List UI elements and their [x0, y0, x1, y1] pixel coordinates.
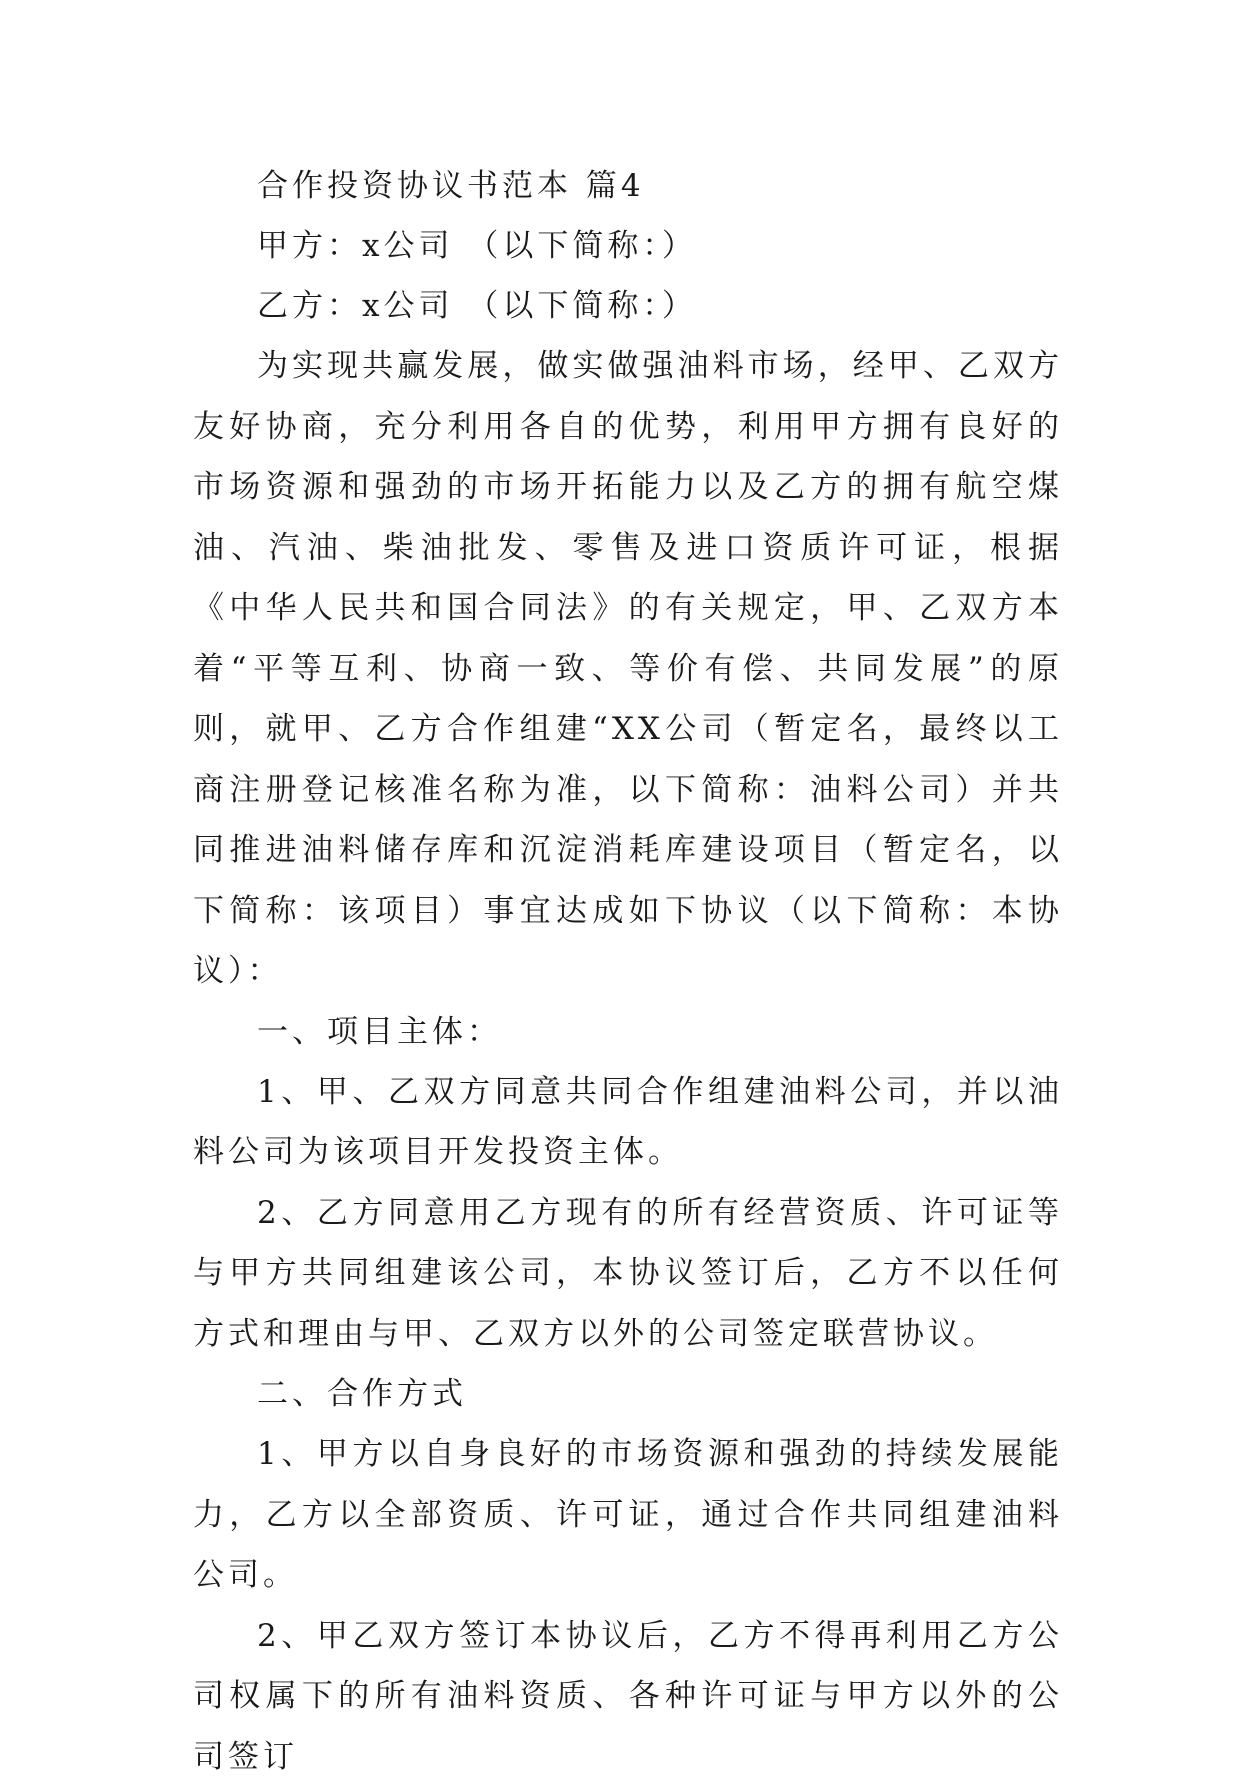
document-title: 合作投资协议书范本 篇4	[193, 156, 1063, 216]
section-2-heading: 二、合作方式	[193, 1364, 1063, 1424]
intro-paragraph: 为实现共赢发展，做实做强油料市场，经甲、乙双方友好协商，充分利用各自的优势，利用甲方拥有良好的市场资源和强劲的市场开拓能力以及乙方的拥有航空煤油、汽油、柴油批发、零售及进口资质许可证，根据《中华人民共和国合同法》的有关规定，甲、乙双方本着“平等互利、协商一致、等价有偿、共同发展”的原则，就甲、乙方合作组建“XX公司（暂定名，最终以工商注册登记核准名称为准，以下简称：油料公司）并共同推进油料储存库和沉淀消耗库建设项目（暂定名，以下简称：该项目）事宜达成如下协议（以下简称：本协议）：	[193, 336, 1063, 1002]
section-2-item-2: 2、甲乙双方签订本协议后，乙方不得再利用乙方公司权属下的所有油料资质、各种许可证与甲方以外的公司签订	[193, 1606, 1063, 1787]
section-1-heading: 一、项目主体：	[193, 1002, 1063, 1062]
section-1-item-2: 2、乙方同意用乙方现有的所有经营资质、许可证等与甲方共同组建该公司，本协议签订后，乙方不以任何方式和理由与甲、乙双方以外的公司签定联营协议。	[193, 1183, 1063, 1365]
party-a-line: 甲方：x公司 （以下简称：）	[193, 216, 1063, 276]
section-1-item-1: 1、甲、乙双方同意共同合作组建油料公司，并以油料公司为该项目开发投资主体。	[193, 1062, 1063, 1183]
section-2-item-1: 1、甲方以自身良好的市场资源和强劲的持续发展能力，乙方以全部资质、许可证，通过合作共同组建油料公司。	[193, 1424, 1063, 1606]
party-b-line: 乙方：x公司 （以下简称：）	[193, 276, 1063, 336]
document-page	[193, 156, 1063, 1787]
